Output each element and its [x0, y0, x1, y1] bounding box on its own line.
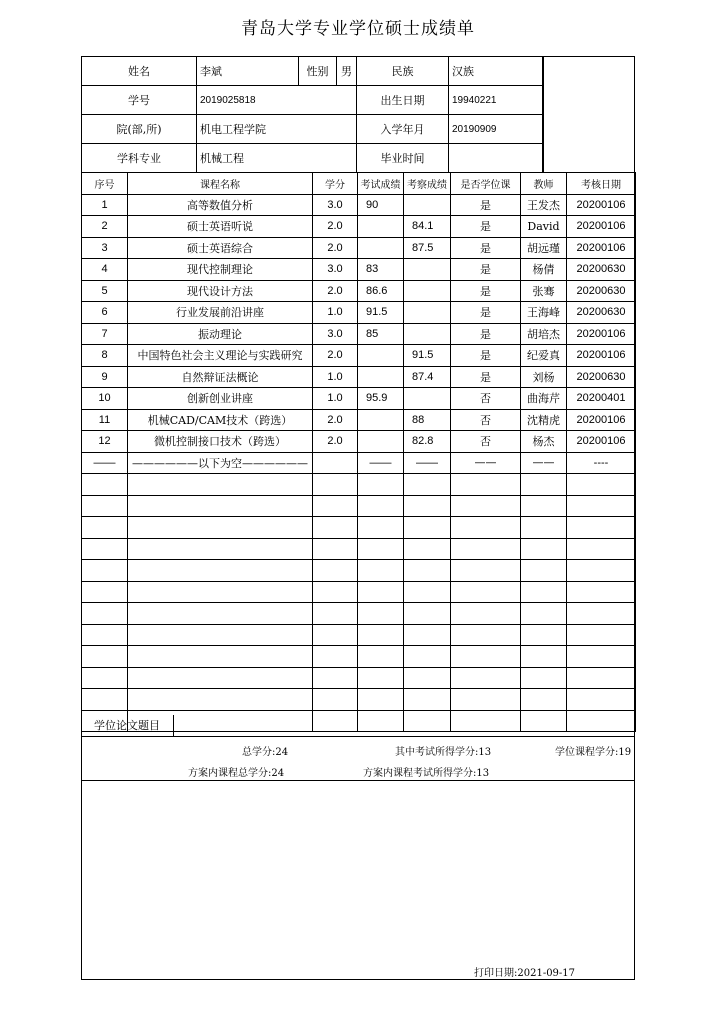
- empty-row: [82, 667, 636, 689]
- cell-no: ——: [82, 452, 128, 474]
- photo-box: [542, 56, 635, 173]
- cell-no: 2: [82, 216, 128, 238]
- cell-date: 20200106: [567, 345, 636, 367]
- empty-cell: [128, 603, 313, 625]
- empty-cell: [521, 603, 567, 625]
- empty-cell: [313, 560, 358, 582]
- empty-cell: [313, 603, 358, 625]
- empty-cell: [358, 560, 404, 582]
- cell-date: 20200106: [567, 194, 636, 216]
- empty-cell: [567, 474, 636, 496]
- cell-no: 3: [82, 237, 128, 259]
- plan-exam-credits: 方案内课程考试所得学分:13: [363, 768, 490, 779]
- thesis-row: [81, 715, 635, 737]
- empty-cell: [521, 474, 567, 496]
- empty-cell: [128, 667, 313, 689]
- empty-cell: [82, 603, 128, 625]
- empty-row: [82, 474, 636, 496]
- cell-date: 20200106: [567, 237, 636, 259]
- empty-cell: [451, 581, 521, 603]
- cell-date: 20200630: [567, 366, 636, 388]
- empty-cell: [358, 517, 404, 539]
- empty-cell: [404, 689, 451, 711]
- cell-teacher: 刘杨: [521, 366, 567, 388]
- empty-cell: [404, 624, 451, 646]
- name-label: 姓名: [82, 57, 197, 86]
- empty-cell: [404, 667, 451, 689]
- empty-cell: [451, 495, 521, 517]
- cell-date: 20200106: [567, 216, 636, 238]
- cell-no: 9: [82, 366, 128, 388]
- gender-label: 性别: [299, 57, 337, 86]
- empty-cell: [404, 538, 451, 560]
- cell-exam: 95.9: [358, 388, 404, 410]
- major-label: 学科专业: [82, 144, 197, 173]
- cell-date: 20200630: [567, 302, 636, 324]
- cell-name: 中国特色社会主义理论与实践研究: [128, 345, 313, 367]
- cell-teacher: 沈精虎: [521, 409, 567, 431]
- cell-name: 微机控制接口技术（跨选）: [128, 431, 313, 453]
- cell-no: 1: [82, 194, 128, 216]
- birth-value: 19940221: [449, 86, 544, 115]
- cell-check: 91.5: [404, 345, 451, 367]
- student-id-value: 2019025818: [197, 86, 357, 115]
- empty-cell: [82, 667, 128, 689]
- cell-no: 5: [82, 280, 128, 302]
- empty-cell: [82, 581, 128, 603]
- cell-name: 现代控制理论: [128, 259, 313, 281]
- cell-teacher: 张骞: [521, 280, 567, 302]
- cell-check: [404, 323, 451, 345]
- empty-row: [82, 517, 636, 539]
- cell-teacher: ——: [521, 452, 567, 474]
- cell-exam: 91.5: [358, 302, 404, 324]
- graduation-value: [449, 144, 544, 173]
- cell-degree: 是: [451, 366, 521, 388]
- empty-cell: [404, 646, 451, 668]
- cell-no: 12: [82, 431, 128, 453]
- cell-credit: 3.0: [313, 194, 358, 216]
- cell-degree: 是: [451, 323, 521, 345]
- cell-degree: 是: [451, 216, 521, 238]
- empty-cell: [128, 474, 313, 496]
- grades-table: [81, 172, 636, 732]
- empty-cell: [521, 646, 567, 668]
- cell-teacher: 杨杰: [521, 431, 567, 453]
- cell-name: 硕士英语听说: [128, 216, 313, 238]
- empty-cell: [567, 495, 636, 517]
- empty-cell: [451, 474, 521, 496]
- cell-no: 4: [82, 259, 128, 281]
- major-value: 机械工程: [197, 144, 357, 173]
- birth-label: 出生日期: [357, 86, 449, 115]
- col-header-degree: 是否学位课: [451, 173, 521, 195]
- course-row: [82, 237, 636, 259]
- empty-cell: [451, 689, 521, 711]
- print-date: 打印日期:2021-09-17: [474, 968, 576, 979]
- empty-cell: [82, 517, 128, 539]
- empty-cell: [358, 603, 404, 625]
- cell-name: 硕士英语综合: [128, 237, 313, 259]
- cell-no: 11: [82, 409, 128, 431]
- empty-row: [82, 689, 636, 711]
- empty-cell: [128, 581, 313, 603]
- empty-cell: [521, 581, 567, 603]
- empty-cell: [404, 474, 451, 496]
- cell-degree: 是: [451, 259, 521, 281]
- cell-credit: 1.0: [313, 302, 358, 324]
- empty-cell: [358, 538, 404, 560]
- empty-cell: [521, 560, 567, 582]
- cell-date: 20200630: [567, 259, 636, 281]
- school-value: 机电工程学院: [197, 115, 357, 144]
- course-row: [82, 431, 636, 453]
- cell-teacher: 曲海芹: [521, 388, 567, 410]
- cell-degree: 是: [451, 194, 521, 216]
- empty-cell: [567, 560, 636, 582]
- col-header-check: 考察成绩: [404, 173, 451, 195]
- end-marker-row: [82, 452, 636, 474]
- cell-degree: 是: [451, 237, 521, 259]
- col-header-no: 序号: [82, 173, 128, 195]
- empty-cell: [451, 646, 521, 668]
- cell-check: [404, 388, 451, 410]
- ethnicity-value: 汉族: [449, 57, 544, 86]
- empty-cell: [128, 624, 313, 646]
- cell-exam: 86.6: [358, 280, 404, 302]
- cell-check: [404, 280, 451, 302]
- empty-cell: [128, 560, 313, 582]
- transcript-title: 青岛大学专业学位硕士成绩单: [241, 19, 475, 39]
- cell-degree: 是: [451, 302, 521, 324]
- cell-name: 高等数值分析: [128, 194, 313, 216]
- cell-degree: ——: [451, 452, 521, 474]
- cell-exam: 90: [358, 194, 404, 216]
- ethnicity-label: 民族: [357, 57, 449, 86]
- cell-name: 自然辩证法概论: [128, 366, 313, 388]
- cell-exam: [358, 237, 404, 259]
- course-row: [82, 388, 636, 410]
- cell-teacher: 王海峰: [521, 302, 567, 324]
- empty-cell: [82, 474, 128, 496]
- empty-cell: [567, 689, 636, 711]
- empty-cell: [567, 667, 636, 689]
- empty-row: [82, 624, 636, 646]
- empty-cell: [358, 667, 404, 689]
- thesis-label: 学位论文题目: [81, 715, 174, 737]
- empty-cell: [404, 495, 451, 517]
- name-value: 李斌: [197, 57, 299, 86]
- cell-credit: 1.0: [313, 366, 358, 388]
- student-id-label: 学号: [82, 86, 197, 115]
- cell-credit: 3.0: [313, 259, 358, 281]
- cell-name: ——————以下为空——————: [128, 452, 313, 474]
- cell-no: 7: [82, 323, 128, 345]
- empty-cell: [82, 495, 128, 517]
- cell-degree: 否: [451, 409, 521, 431]
- gender-value: 男: [337, 57, 357, 86]
- cell-degree: 是: [451, 280, 521, 302]
- cell-exam: [358, 431, 404, 453]
- cell-check: 87.4: [404, 366, 451, 388]
- course-row: [82, 259, 636, 281]
- empty-cell: [358, 689, 404, 711]
- cell-date: 20200630: [567, 280, 636, 302]
- empty-cell: [451, 603, 521, 625]
- course-row: [82, 280, 636, 302]
- cell-degree: 否: [451, 388, 521, 410]
- col-header-exam: 考试成绩: [358, 173, 404, 195]
- empty-cell: [313, 646, 358, 668]
- cell-teacher: 杨倩: [521, 259, 567, 281]
- enroll-value: 20190909: [449, 115, 544, 144]
- cell-date: 20200401: [567, 388, 636, 410]
- grades-header-row: [82, 173, 636, 195]
- cell-exam: [358, 216, 404, 238]
- course-row: [82, 194, 636, 216]
- cell-check: [404, 302, 451, 324]
- summary-divider: [81, 780, 635, 781]
- empty-cell: [404, 581, 451, 603]
- cell-credit: 2.0: [313, 431, 358, 453]
- empty-row: [82, 495, 636, 517]
- cell-no: 10: [82, 388, 128, 410]
- empty-cell: [451, 624, 521, 646]
- school-label: 院(部,所): [82, 115, 197, 144]
- empty-cell: [128, 538, 313, 560]
- empty-row: [82, 646, 636, 668]
- cell-credit: 1.0: [313, 388, 358, 410]
- empty-cell: [128, 646, 313, 668]
- empty-row: [82, 581, 636, 603]
- empty-cell: [82, 624, 128, 646]
- exam-credits: 其中考试所得学分:13: [395, 747, 492, 758]
- cell-check: 88: [404, 409, 451, 431]
- cell-teacher: 王发杰: [521, 194, 567, 216]
- cell-check: [404, 194, 451, 216]
- empty-cell: [313, 689, 358, 711]
- course-row: [82, 366, 636, 388]
- col-header-course: 课程名称: [128, 173, 313, 195]
- empty-cell: [313, 495, 358, 517]
- empty-cell: [82, 560, 128, 582]
- cell-credit: 2.0: [313, 409, 358, 431]
- empty-cell: [521, 667, 567, 689]
- empty-cell: [521, 624, 567, 646]
- cell-name: 振动理论: [128, 323, 313, 345]
- empty-cell: [451, 538, 521, 560]
- empty-cell: [313, 474, 358, 496]
- cell-exam: 83: [358, 259, 404, 281]
- empty-cell: [82, 689, 128, 711]
- cell-date: 20200106: [567, 431, 636, 453]
- cell-name: 机械CAD/CAM技术（跨选）: [128, 409, 313, 431]
- empty-cell: [404, 560, 451, 582]
- cell-no: 8: [82, 345, 128, 367]
- empty-cell: [358, 581, 404, 603]
- cell-credit: 2.0: [313, 280, 358, 302]
- empty-cell: [358, 495, 404, 517]
- empty-row: [82, 538, 636, 560]
- enroll-label: 入学年月: [357, 115, 449, 144]
- empty-cell: [358, 646, 404, 668]
- empty-cell: [521, 689, 567, 711]
- empty-cell: [313, 517, 358, 539]
- course-row: [82, 216, 636, 238]
- empty-cell: [313, 624, 358, 646]
- empty-cell: [128, 689, 313, 711]
- empty-cell: [358, 474, 404, 496]
- empty-cell: [567, 603, 636, 625]
- course-row: [82, 345, 636, 367]
- empty-cell: [567, 646, 636, 668]
- cell-exam: ——: [358, 452, 404, 474]
- empty-cell: [82, 538, 128, 560]
- student-info-table: [81, 56, 544, 173]
- cell-degree: 是: [451, 345, 521, 367]
- cell-credit: 2.0: [313, 345, 358, 367]
- empty-row: [82, 560, 636, 582]
- cell-credit: 3.0: [313, 323, 358, 345]
- cell-teacher: 纪爱真: [521, 345, 567, 367]
- empty-cell: [358, 624, 404, 646]
- cell-name: 创新创业讲座: [128, 388, 313, 410]
- cell-name: 行业发展前沿讲座: [128, 302, 313, 324]
- empty-cell: [404, 603, 451, 625]
- plan-total-credits: 方案内课程总学分:24: [188, 768, 285, 779]
- empty-cell: [128, 495, 313, 517]
- cell-exam: [358, 345, 404, 367]
- cell-credit: [313, 452, 358, 474]
- col-header-date: 考核日期: [567, 173, 636, 195]
- course-row: [82, 302, 636, 324]
- cell-date: 20200106: [567, 323, 636, 345]
- cell-date: 20200106: [567, 409, 636, 431]
- cell-check: 87.5: [404, 237, 451, 259]
- empty-cell: [567, 581, 636, 603]
- empty-cell: [521, 495, 567, 517]
- cell-check: [404, 259, 451, 281]
- cell-check: 82.8: [404, 431, 451, 453]
- col-header-credit: 学分: [313, 173, 358, 195]
- empty-cell: [451, 560, 521, 582]
- cell-name: 现代设计方法: [128, 280, 313, 302]
- empty-cell: [567, 538, 636, 560]
- course-row: [82, 409, 636, 431]
- empty-row: [82, 603, 636, 625]
- cell-credit: 2.0: [313, 237, 358, 259]
- cell-teacher: 胡远瑾: [521, 237, 567, 259]
- empty-cell: [313, 538, 358, 560]
- cell-check: 84.1: [404, 216, 451, 238]
- cell-teacher: 胡培杰: [521, 323, 567, 345]
- cell-exam: [358, 409, 404, 431]
- cell-degree: 否: [451, 431, 521, 453]
- empty-cell: [313, 581, 358, 603]
- empty-cell: [128, 517, 313, 539]
- graduation-label: 毕业时间: [357, 144, 449, 173]
- empty-cell: [451, 667, 521, 689]
- cell-credit: 2.0: [313, 216, 358, 238]
- total-credits: 总学分:24: [242, 747, 289, 758]
- empty-cell: [567, 624, 636, 646]
- cell-exam: [358, 366, 404, 388]
- degree-credits: 学位课程学分:19: [555, 747, 632, 758]
- col-header-teacher: 教师: [521, 173, 567, 195]
- cell-no: 6: [82, 302, 128, 324]
- cell-teacher: David: [521, 216, 567, 238]
- cell-exam: 85: [358, 323, 404, 345]
- course-row: [82, 323, 636, 345]
- empty-cell: [313, 667, 358, 689]
- empty-cell: [521, 517, 567, 539]
- cell-check: ——: [404, 452, 451, 474]
- empty-cell: [82, 646, 128, 668]
- cell-date: ----: [567, 452, 636, 474]
- empty-cell: [451, 517, 521, 539]
- empty-cell: [521, 538, 567, 560]
- empty-cell: [404, 517, 451, 539]
- empty-cell: [567, 517, 636, 539]
